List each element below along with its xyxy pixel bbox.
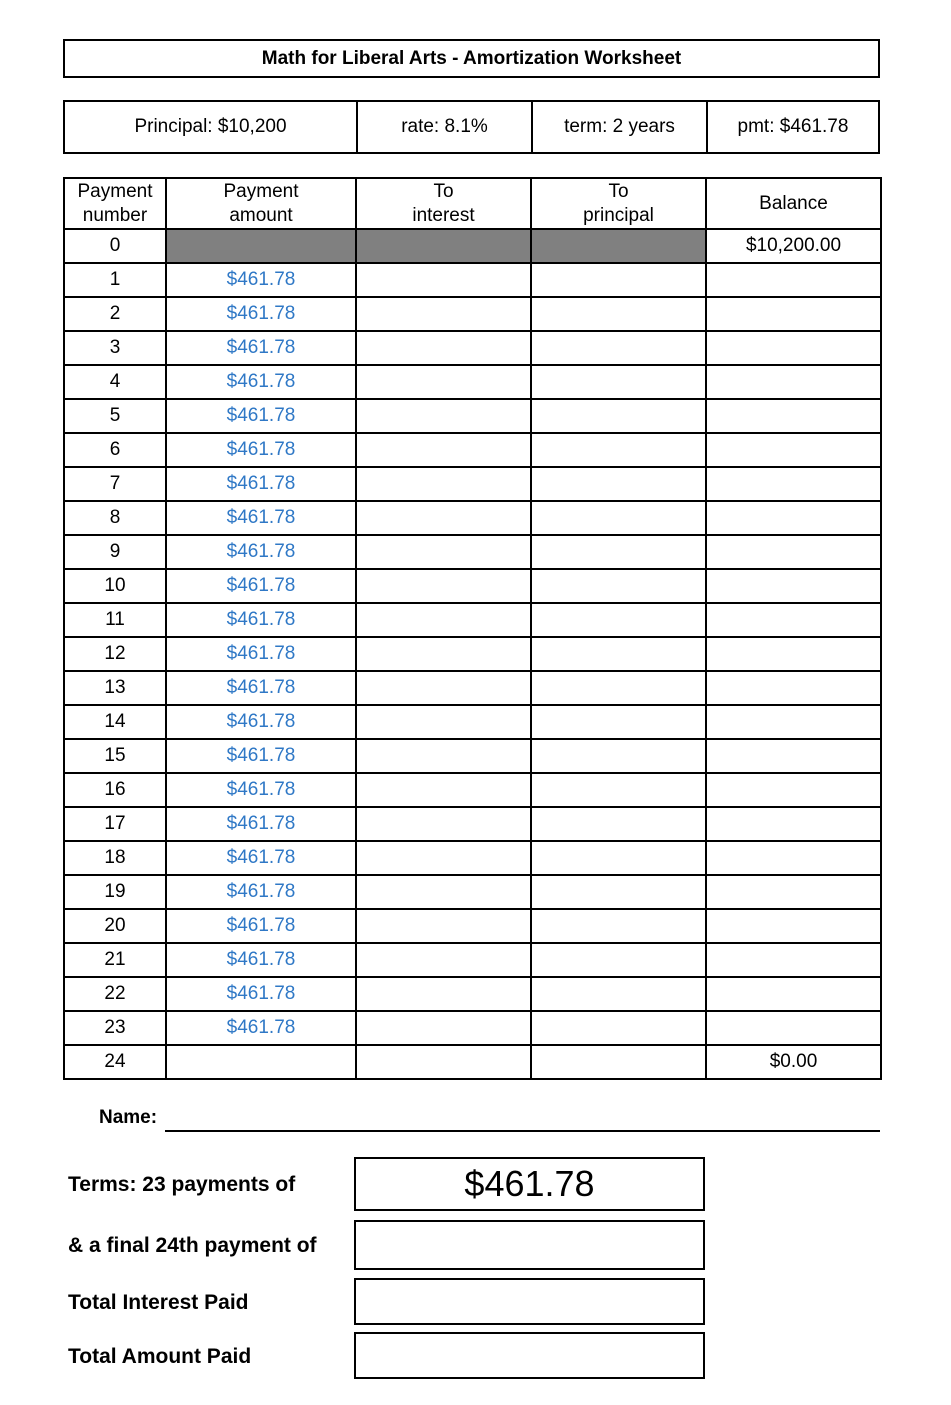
payment-number-cell: 13 (64, 671, 166, 705)
payment-amount-cell[interactable]: $461.78 (166, 773, 356, 807)
to-principal-cell[interactable] (531, 739, 706, 773)
to-principal-cell[interactable] (531, 637, 706, 671)
name-input-line[interactable] (165, 1130, 880, 1132)
header-to-interest-line2: interest (412, 204, 475, 226)
payment-amount-cell[interactable]: $461.78 (166, 467, 356, 501)
balance-cell[interactable] (706, 501, 881, 535)
payment-number-cell: 22 (64, 977, 166, 1011)
rate-cell: rate: 8.1% (356, 102, 531, 152)
payment-number-cell: 5 (64, 399, 166, 433)
balance-cell[interactable] (706, 467, 881, 501)
payment-amount-cell[interactable] (166, 1045, 356, 1079)
to-interest-cell[interactable] (356, 943, 531, 977)
balance-cell[interactable] (706, 909, 881, 943)
header-payment-amount (166, 178, 356, 229)
header-balance: Balance (706, 178, 881, 229)
balance-cell[interactable] (706, 263, 881, 297)
balance-cell[interactable] (706, 671, 881, 705)
payment-amount-cell[interactable]: $461.78 (166, 875, 356, 909)
balance-cell[interactable] (706, 1011, 881, 1045)
payment-number-cell: 19 (64, 875, 166, 909)
payment-amount-cell[interactable]: $461.78 (166, 297, 356, 331)
to-principal-cell[interactable] (531, 909, 706, 943)
balance-cell[interactable] (706, 739, 881, 773)
balance-cell[interactable]: $0.00 (706, 1045, 881, 1079)
table-row (64, 229, 881, 263)
to-interest-cell[interactable] (356, 1045, 531, 1079)
to-interest-cell[interactable] (356, 569, 531, 603)
total-amount-box[interactable] (354, 1332, 705, 1379)
table-row (64, 875, 881, 909)
payment-amount-cell[interactable]: $461.78 (166, 705, 356, 739)
balance-cell[interactable] (706, 603, 881, 637)
table-row (64, 603, 881, 637)
payment-number-cell: 15 (64, 739, 166, 773)
to-interest-cell[interactable] (356, 875, 531, 909)
payment-number-cell: 21 (64, 943, 166, 977)
to-principal-cell[interactable] (531, 705, 706, 739)
regular-payment-box[interactable]: $461.78 (354, 1157, 705, 1211)
header-payment-number-line1: Payment (77, 180, 153, 202)
payment-number-cell: 9 (64, 535, 166, 569)
balance-cell[interactable] (706, 399, 881, 433)
to-interest-cell[interactable] (356, 399, 531, 433)
payment-amount-cell[interactable]: $461.78 (166, 943, 356, 977)
payment-amount-cell[interactable]: $461.78 (166, 331, 356, 365)
payment-number-cell: 16 (64, 773, 166, 807)
table-row (64, 637, 881, 671)
table-row (64, 263, 881, 297)
balance-cell[interactable] (706, 875, 881, 909)
table-row (64, 943, 881, 977)
payment-number-cell: 6 (64, 433, 166, 467)
header-payment-number-line2: number (82, 204, 148, 226)
to-principal-cell[interactable] (531, 671, 706, 705)
loan-parameters (63, 100, 880, 154)
to-principal-cell[interactable] (531, 229, 706, 263)
to-interest-cell[interactable] (356, 535, 531, 569)
payment-amount-cell[interactable]: $461.78 (166, 671, 356, 705)
to-principal-cell[interactable] (531, 399, 706, 433)
header-payment-number (64, 178, 166, 229)
payment-number-cell: 18 (64, 841, 166, 875)
payment-amount-cell[interactable]: $461.78 (166, 365, 356, 399)
to-interest-cell[interactable] (356, 467, 531, 501)
payment-number-cell: 2 (64, 297, 166, 331)
to-principal-cell[interactable] (531, 467, 706, 501)
to-principal-cell[interactable] (531, 603, 706, 637)
payment-number-cell: 8 (64, 501, 166, 535)
payment-amount-cell[interactable]: $461.78 (166, 841, 356, 875)
header-payment-amount-line1: Payment (223, 180, 299, 202)
table-row (64, 705, 881, 739)
balance-cell[interactable] (706, 977, 881, 1011)
balance-cell[interactable] (706, 365, 881, 399)
worksheet-title (63, 39, 880, 78)
payment-amount-cell[interactable]: $461.78 (166, 399, 356, 433)
payment-number-cell: 0 (64, 229, 166, 263)
to-principal-cell[interactable] (531, 773, 706, 807)
table-row (64, 1011, 881, 1045)
amortization-table (63, 177, 882, 1080)
table-row (64, 297, 881, 331)
terms-label-final-payment: & a final 24th payment of (68, 1234, 317, 1257)
payment-amount-cell[interactable]: $461.78 (166, 977, 356, 1011)
terms-label-total-amount: Total Amount Paid (68, 1345, 252, 1368)
header-to-interest-line1: To (433, 180, 454, 202)
to-interest-cell[interactable] (356, 909, 531, 943)
to-principal-cell[interactable] (531, 501, 706, 535)
to-interest-cell[interactable] (356, 637, 531, 671)
to-principal-cell[interactable] (531, 365, 706, 399)
payment-amount-cell[interactable]: $461.78 (166, 603, 356, 637)
table-row (64, 501, 881, 535)
payment-amount-cell[interactable]: $461.78 (166, 535, 356, 569)
to-principal-cell[interactable] (531, 263, 706, 297)
to-interest-cell[interactable] (356, 841, 531, 875)
payment-number-cell: 12 (64, 637, 166, 671)
table-row (64, 365, 881, 399)
payment-amount-cell[interactable]: $461.78 (166, 569, 356, 603)
to-interest-cell[interactable] (356, 263, 531, 297)
payment-number-cell: 17 (64, 807, 166, 841)
balance-cell[interactable] (706, 297, 881, 331)
header-to-principal (531, 178, 706, 229)
payment-number-cell: 7 (64, 467, 166, 501)
name-label: Name: (99, 1107, 158, 1128)
header-to-principal-line2: principal (583, 204, 654, 226)
to-interest-cell[interactable] (356, 603, 531, 637)
worksheet-title-text: Math for Liberal Arts - Amortization Worksheet (261, 47, 682, 69)
table-header-row (64, 178, 881, 229)
payment-number-cell: 23 (64, 1011, 166, 1045)
to-interest-cell[interactable] (356, 671, 531, 705)
table-row (64, 467, 881, 501)
payment-amount-cell[interactable]: $461.78 (166, 637, 356, 671)
table-row (64, 909, 881, 943)
to-principal-cell[interactable] (531, 569, 706, 603)
payment-number-cell: 24 (64, 1045, 166, 1079)
to-principal-cell[interactable] (531, 331, 706, 365)
to-interest-cell[interactable] (356, 705, 531, 739)
payment-amount-cell[interactable]: $461.78 (166, 263, 356, 297)
to-principal-cell[interactable] (531, 433, 706, 467)
balance-cell[interactable] (706, 841, 881, 875)
payment-number-cell: 20 (64, 909, 166, 943)
balance-cell[interactable] (706, 535, 881, 569)
header-to-interest (356, 178, 531, 229)
to-principal-cell[interactable] (531, 807, 706, 841)
to-interest-cell[interactable] (356, 977, 531, 1011)
balance-cell[interactable] (706, 943, 881, 977)
to-principal-cell[interactable] (531, 297, 706, 331)
to-principal-cell[interactable] (531, 977, 706, 1011)
balance-cell[interactable] (706, 807, 881, 841)
balance-cell[interactable] (706, 637, 881, 671)
table-row (64, 739, 881, 773)
to-interest-cell[interactable] (356, 739, 531, 773)
to-interest-cell[interactable] (356, 1011, 531, 1045)
table-row (64, 841, 881, 875)
table-row (64, 399, 881, 433)
payment-number-cell: 4 (64, 365, 166, 399)
to-interest-cell[interactable] (356, 433, 531, 467)
payment-number-cell: 10 (64, 569, 166, 603)
balance-cell[interactable] (706, 773, 881, 807)
table-row (64, 1045, 881, 1079)
balance-cell[interactable]: $10,200.00 (706, 229, 881, 263)
to-interest-cell[interactable] (356, 331, 531, 365)
payment-number-cell: 14 (64, 705, 166, 739)
to-interest-cell[interactable] (356, 229, 531, 263)
payment-amount-cell[interactable]: $461.78 (166, 807, 356, 841)
term-cell: term: 2 years (531, 102, 706, 152)
table-row (64, 331, 881, 365)
terms-label-payments: Terms: 23 payments of (68, 1173, 296, 1196)
table-row (64, 569, 881, 603)
table-row (64, 977, 881, 1011)
balance-cell[interactable] (706, 331, 881, 365)
table-row (64, 535, 881, 569)
payment-amount-cell[interactable]: $461.78 (166, 739, 356, 773)
payment-amount-cell[interactable]: $461.78 (166, 501, 356, 535)
total-interest-box[interactable] (354, 1278, 705, 1325)
to-principal-cell[interactable] (531, 1045, 706, 1079)
payment-number-cell: 3 (64, 331, 166, 365)
to-interest-cell[interactable] (356, 501, 531, 535)
payment-number-cell: 11 (64, 603, 166, 637)
pmt-cell: pmt: $461.78 (706, 102, 878, 152)
to-principal-cell[interactable] (531, 841, 706, 875)
balance-cell[interactable] (706, 433, 881, 467)
table-row (64, 807, 881, 841)
to-principal-cell[interactable] (531, 1011, 706, 1045)
header-to-principal-line1: To (608, 180, 629, 202)
to-interest-cell[interactable] (356, 807, 531, 841)
to-interest-cell[interactable] (356, 365, 531, 399)
principal-cell: Principal: $10,200 (134, 116, 287, 137)
payment-amount-cell[interactable]: $461.78 (166, 909, 356, 943)
balance-cell[interactable] (706, 569, 881, 603)
final-payment-box[interactable] (354, 1220, 705, 1270)
to-principal-cell[interactable] (531, 535, 706, 569)
header-payment-amount-line2: amount (229, 204, 293, 226)
payment-amount-cell[interactable]: $461.78 (166, 433, 356, 467)
payment-amount-cell[interactable] (166, 229, 356, 263)
to-interest-cell[interactable] (356, 773, 531, 807)
payment-number-cell: 1 (64, 263, 166, 297)
balance-cell[interactable] (706, 705, 881, 739)
to-principal-cell[interactable] (531, 943, 706, 977)
payment-amount-cell[interactable]: $461.78 (166, 1011, 356, 1045)
terms-label-total-interest: Total Interest Paid (68, 1291, 249, 1314)
to-interest-cell[interactable] (356, 297, 531, 331)
table-row (64, 671, 881, 705)
table-row (64, 433, 881, 467)
table-row (64, 773, 881, 807)
to-principal-cell[interactable] (531, 875, 706, 909)
